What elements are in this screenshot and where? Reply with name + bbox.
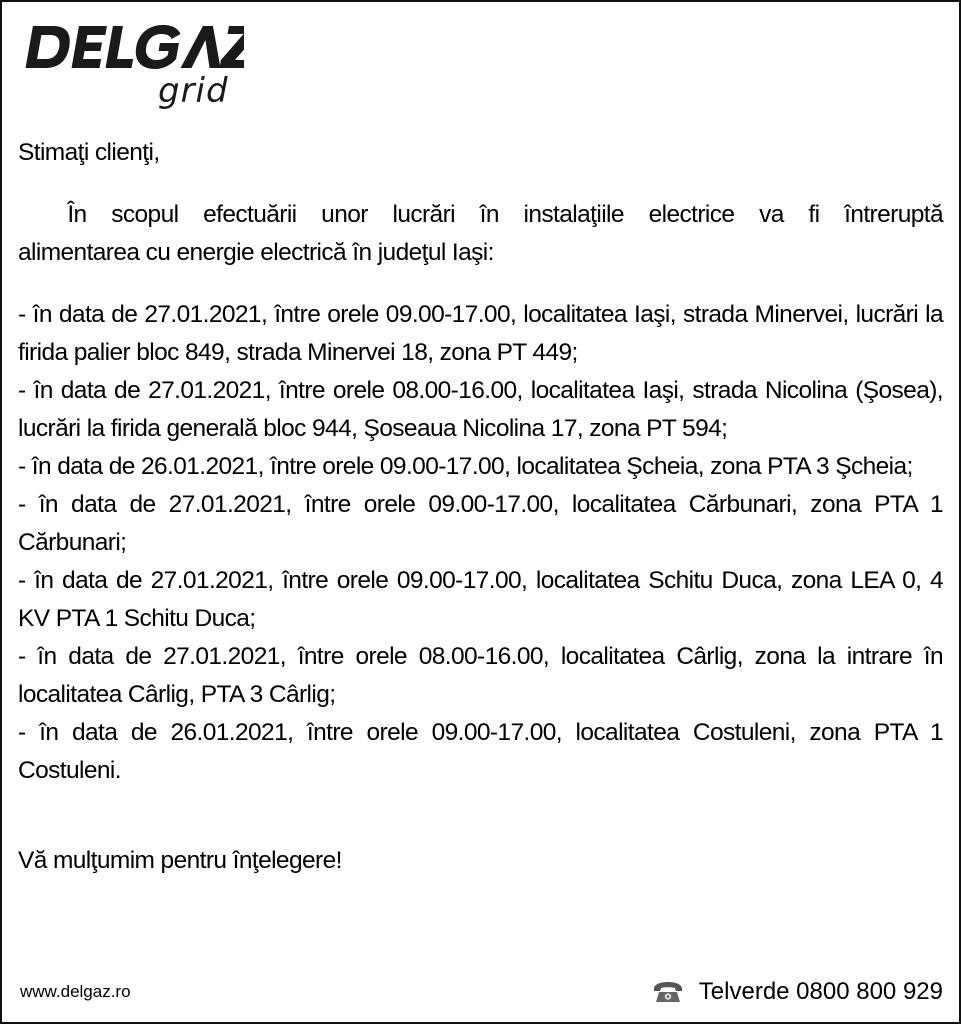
outage-item: - în data de 26.01.2021, între orele 09.00-17.00, localitatea Costuleni, zona PTA 1 Costuleni. (18, 719, 943, 784)
intro-paragraph (18, 196, 943, 272)
intro-line-1 (18, 196, 943, 234)
notice-content (18, 134, 943, 880)
delgaz-grid-logo (24, 20, 244, 110)
outage-item: - în data de 26.01.2021, între orele 09.00-17.00, localitatea Şcheia, zona PTA 3 Şcheia; (18, 453, 913, 480)
outage-list (18, 296, 943, 790)
greeting: Stimaţi clienţi, (18, 139, 160, 166)
outage-item: - în data de 27.01.2021, între orele 08.00-16.00, localitatea Cârlig, zona la intrare în localitatea Cârlig, PTA 3 Cârlig; (18, 643, 943, 708)
logo-graphic (24, 20, 244, 110)
closing-text: Vă mulţumim pentru înţelegere! (18, 847, 342, 874)
outage-item: - în data de 27.01.2021, între orele 09.00-17.00, localitatea Cărbunari, zona PTA 1 Cărbunari; (18, 491, 943, 556)
intro-line-1-text: În scopul efectuării unor lucrări în instalaţiile electrice va fi întreruptă (67, 201, 943, 228)
svg-text:grid: grid (158, 71, 229, 110)
outage-item: - în data de 27.01.2021, între orele 09.00-17.00, localitatea Schitu Duca, zona LEA 0, 4 KV PTA 1 Schitu Duca; (18, 567, 943, 632)
intro-line-2: alimentarea cu energie electrică în judeţul Iaşi: (18, 239, 494, 266)
hotline-label: Telverde 0800 800 929 (698, 978, 943, 1005)
website-link[interactable]: www.delgaz.ro (20, 982, 131, 1001)
outage-item: - în data de 27.01.2021, între orele 09.00-17.00, localitatea Iaşi, strada Minervei, lucrări la firida palier bloc 849, strada Minervei 18, zona PT 449; (18, 301, 943, 366)
hotline (651, 978, 943, 1006)
phone-icon (651, 980, 685, 1004)
outage-item: - în data de 27.01.2021, între orele 08.00-16.00, localitatea Iaşi, strada Nicolina (Şosea), lucrări la firida generală bloc 944, Şoseaua Nicolina 17, zona PT 594; (18, 377, 943, 442)
